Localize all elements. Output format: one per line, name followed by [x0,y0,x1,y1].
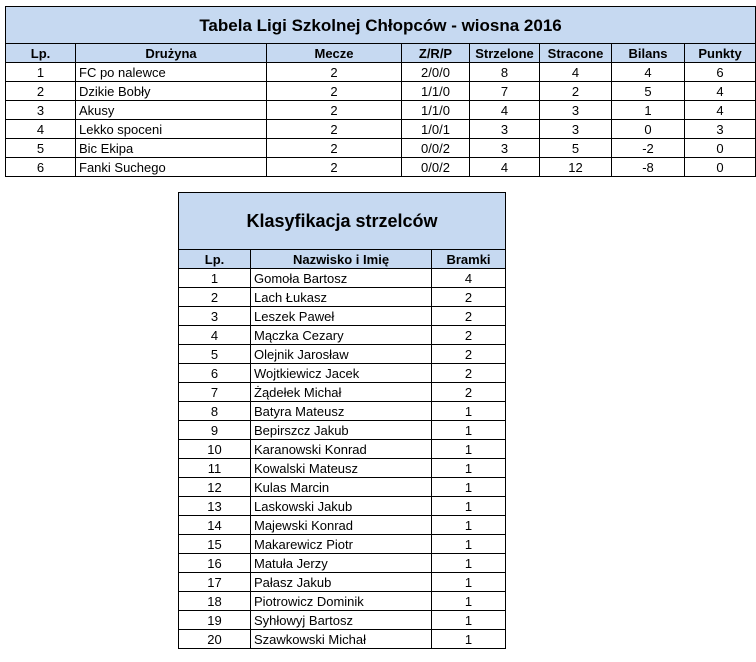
scorers-cell: Gomoła Bartosz [251,269,432,288]
scorers-cell: Laskowski Jakub [251,497,432,516]
league-cell: 0 [685,139,756,158]
scorers-cell: 2 [432,383,506,402]
scorers-cell: 6 [179,364,251,383]
table-row [179,535,506,554]
scorers-cell: 16 [179,554,251,573]
scorers-cell: Kulas Marcin [251,478,432,497]
scorers-cell: Leszek Paweł [251,307,432,326]
table-row [179,554,506,573]
league-cell: 2 [267,120,402,139]
league-cell: 1/1/0 [402,82,470,101]
league-cell: 2 [267,63,402,82]
league-cell: 1 [612,101,685,120]
league-cell: Lekko spoceni [76,120,267,139]
league-header-cell: Bilans [612,44,685,63]
table-row [179,307,506,326]
table-row [179,497,506,516]
table-row [179,402,506,421]
league-cell: 4 [540,63,612,82]
table-row [179,326,506,345]
scorers-cell: Syhłowyj Bartosz [251,611,432,630]
league-cell: 0/0/2 [402,158,470,177]
league-cell: Bic Ekipa [76,139,267,158]
scorers-cell: Szawkowski Michał [251,630,432,649]
table-row [179,516,506,535]
league-cell: 4 [470,158,540,177]
table-row [179,478,506,497]
scorers-cell: 5 [179,345,251,364]
scorers-cell: 1 [432,554,506,573]
scorers-cell: Żądełek Michał [251,383,432,402]
table-row [6,139,756,158]
scorers-cell: 9 [179,421,251,440]
scorers-cell: 1 [179,269,251,288]
table-row [6,101,756,120]
league-cell: 4 [612,63,685,82]
league-header-cell: Strzelone [470,44,540,63]
league-cell: 2 [267,82,402,101]
league-cell: 12 [540,158,612,177]
table-row [179,592,506,611]
league-cell: 3 [470,120,540,139]
league-cell: FC po nalewce [76,63,267,82]
scorers-cell: 1 [432,440,506,459]
scorers-cell: Mączka Cezary [251,326,432,345]
league-cell: -8 [612,158,685,177]
scorers-cell: 2 [432,288,506,307]
scorers-cell: 3 [179,307,251,326]
league-cell: 4 [6,120,76,139]
table-row [6,158,756,177]
league-header-cell: Drużyna [76,44,267,63]
league-cell: 2 [6,82,76,101]
scorers-cell: 12 [179,478,251,497]
league-cell: 4 [470,101,540,120]
scorers-cell: 19 [179,611,251,630]
table-row [179,383,506,402]
scorers-cell: Kowalski Mateusz [251,459,432,478]
scorers-cell: 2 [432,307,506,326]
scorers-title: Klasyfikacja strzelców [179,193,506,250]
table-row [179,364,506,383]
scorers-header-cell: Lp. [179,250,251,269]
scorers-cell: 2 [432,326,506,345]
league-header-cell: Z/R/P [402,44,470,63]
league-cell: 0 [612,120,685,139]
league-cell: 7 [470,82,540,101]
scorers-cell: 2 [179,288,251,307]
scorers-cell: Batyra Mateusz [251,402,432,421]
league-cell: 3 [540,120,612,139]
scorers-cell: Olejnik Jarosław [251,345,432,364]
league-cell: 1/1/0 [402,101,470,120]
scorers-cell: 10 [179,440,251,459]
scorers-header-cell: Nazwisko i Imię [251,250,432,269]
table-row [179,611,506,630]
scorers-cell: 1 [432,421,506,440]
league-cell: 0 [685,158,756,177]
league-title: Tabela Ligi Szkolnej Chłopców - wiosna 2016 [6,7,756,44]
scorers-cell: 1 [432,459,506,478]
scorers-cell: Makarewicz Piotr [251,535,432,554]
table-row [6,82,756,101]
league-header-cell: Mecze [267,44,402,63]
scorers-cell: 11 [179,459,251,478]
scorers-cell: 1 [432,497,506,516]
league-cell: 5 [6,139,76,158]
league-cell: 8 [470,63,540,82]
table-row [179,421,506,440]
league-cell: 3 [470,139,540,158]
league-cell: 6 [685,63,756,82]
league-cell: 1/0/1 [402,120,470,139]
scorers-cell: 18 [179,592,251,611]
scorers-cell: 7 [179,383,251,402]
scorers-cell: 1 [432,535,506,554]
scorers-cell: 1 [432,573,506,592]
scorers-cell: Pałasz Jakub [251,573,432,592]
scorers-cell: 1 [432,630,506,649]
league-header-cell: Punkty [685,44,756,63]
scorers-header-row [179,250,506,269]
scorers-cell: 1 [432,478,506,497]
league-table [5,6,756,177]
league-cell: 2 [267,139,402,158]
table-row [179,630,506,649]
scorers-cell: 17 [179,573,251,592]
scorers-cell: Karanowski Konrad [251,440,432,459]
scorers-cell: 2 [432,364,506,383]
scorers-cell: 8 [179,402,251,421]
scorers-table [178,192,506,649]
league-cell: 5 [612,82,685,101]
scorers-cell: 20 [179,630,251,649]
scorers-cell: 1 [432,611,506,630]
scorers-cell: 15 [179,535,251,554]
league-cell: 2/0/0 [402,63,470,82]
league-cell: Akusy [76,101,267,120]
league-cell: 4 [685,82,756,101]
league-cell: 6 [6,158,76,177]
league-header-cell: Lp. [6,44,76,63]
table-row [179,573,506,592]
table-row [6,120,756,139]
scorers-cell: 13 [179,497,251,516]
league-cell: 2 [267,158,402,177]
league-cell: -2 [612,139,685,158]
scorers-cell: 1 [432,402,506,421]
league-cell: 4 [685,101,756,120]
league-cell: 5 [540,139,612,158]
league-cell: 3 [540,101,612,120]
league-header-cell: Stracone [540,44,612,63]
scorers-cell: 14 [179,516,251,535]
league-cell: 2 [540,82,612,101]
league-cell: Dzikie Bobły [76,82,267,101]
table-row [179,345,506,364]
scorers-cell: Piotrowicz Dominik [251,592,432,611]
league-cell: 0/0/2 [402,139,470,158]
scorers-cell: 4 [179,326,251,345]
league-cell: 1 [6,63,76,82]
table-row [179,440,506,459]
scorers-header-cell: Bramki [432,250,506,269]
table-row [6,63,756,82]
table-row [179,269,506,288]
table-row [179,288,506,307]
table-row [179,459,506,478]
league-cell: 3 [6,101,76,120]
scorers-cell: Lach Łukasz [251,288,432,307]
scorers-cell: 4 [432,269,506,288]
league-cell: 2 [267,101,402,120]
scorers-cell: 1 [432,592,506,611]
league-header-row [6,44,756,63]
scorers-cell: 2 [432,345,506,364]
league-cell: Fanki Suchego [76,158,267,177]
scorers-cell: Bepirszcz Jakub [251,421,432,440]
scorers-cell: Matuła Jerzy [251,554,432,573]
scorers-cell: Wojtkiewicz Jacek [251,364,432,383]
league-cell: 3 [685,120,756,139]
scorers-cell: Majewski Konrad [251,516,432,535]
scorers-cell: 1 [432,516,506,535]
